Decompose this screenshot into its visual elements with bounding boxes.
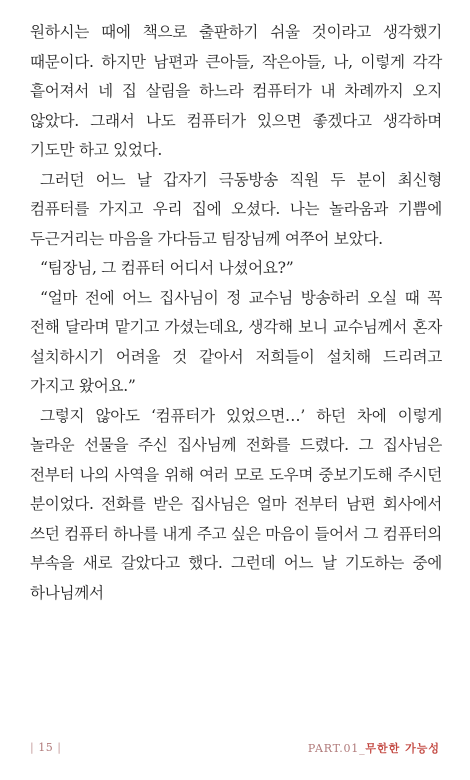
part-label: PART.01_ <box>307 742 366 755</box>
paragraph: 그렇지 않아도 ‘컴퓨터가 있었으면…’ 하던 차에 이렇게 놀라운 선물을 주신 집사님께 전화를 드렸다. 그 집사님은 전부터 나의 사역을 위해 여러 모로 도우며 중보기도해 주시던 분이었다. 전화를 받은 집사님은 얼마 전부터 남편 회사에서 쓰던 컴퓨터 하나를 내게 주고 싶은 마음이 들어서 그 컴퓨터의 부속을 새로 갈았다고 했다. 그런데 어느 날 기도하는 중에 하나님께서 <box>30 406 442 602</box>
paragraph: “얼마 전에 어느 집사님이 정 교수님 방송하러 오실 때 꼭 전해 달라며 맡기고 가셨는데요, 생각해 보니 교수님께서 혼자 설치하시기 어려울 것 같아서 저희들이 설치해 드리려고 가지고 왔어요.” <box>30 288 442 395</box>
page-number <box>30 741 61 754</box>
page-number-value: 15 <box>38 741 54 754</box>
paragraph: “팀장님, 그 컴퓨터 어디서 나셨어요?” <box>40 259 294 277</box>
part-title: 무한한 가능성 <box>365 742 440 755</box>
page-number-bar-right: | <box>53 741 62 754</box>
body-text <box>30 18 442 608</box>
paragraph: 그러던 어느 날 갑자기 극동방송 직원 두 분이 최신형 컴퓨터를 가지고 우리 집에 오셨다. 나는 놀라움과 기쁨에 두근거리는 마음을 가다듬고 팀장님께 여쭈어 보았다. <box>30 170 442 248</box>
page-number-bar-left: | <box>30 741 39 754</box>
running-header <box>308 740 440 756</box>
paragraph: 원하시는 때에 책으로 출판하기 쉬울 것이라고 생각했기 때문이다. 하지만 남편과 큰아들, 작은아들, 나, 이렇게 각각 흩어져서 네 집 살림을 하느라 컴퓨터가 내 차례까지 오지 않았다. 그래서 나도 컴퓨터가 있으면 좋겠다고 생각하며 기도만 하고 있었다. <box>30 23 442 159</box>
